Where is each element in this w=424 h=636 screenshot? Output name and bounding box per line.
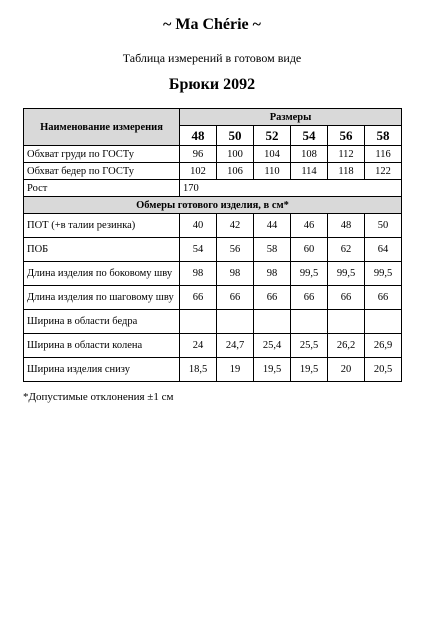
sizes-header: Размеры: [180, 109, 402, 126]
value-cell: 19,5: [254, 358, 291, 382]
section-header-row: [24, 197, 402, 214]
row-label: ПОТ (+в талии резинка): [24, 214, 180, 238]
value-cell: 40: [180, 214, 217, 238]
size-cell: 52: [254, 126, 291, 146]
size-cell: 50: [217, 126, 254, 146]
table-row: [24, 163, 402, 180]
value-cell: 58: [254, 238, 291, 262]
value-cell: 50: [365, 214, 402, 238]
value-cell: 62: [328, 238, 365, 262]
document-subtitle: Таблица измерений в готовом виде: [122, 51, 302, 65]
value-cell: 26,2: [328, 334, 365, 358]
table-header-row: [24, 109, 402, 126]
value-cell: 116: [365, 146, 402, 163]
value-cell: 118: [328, 163, 365, 180]
value-cell: 18,5: [180, 358, 217, 382]
value-cell: 46: [291, 214, 328, 238]
section-title: Обмеры готового изделия, в см*: [24, 197, 402, 214]
value-cell: 108: [291, 146, 328, 163]
value-cell: 100: [217, 146, 254, 163]
value-cell: 56: [217, 238, 254, 262]
value-cell: 19: [217, 358, 254, 382]
value-cell: 25,4: [254, 334, 291, 358]
value-cell: 64: [365, 238, 402, 262]
row-label: Ширина в области колена: [24, 334, 180, 358]
row-label: Длина изделия по боковому шву: [24, 262, 180, 286]
value-cell: 110: [254, 163, 291, 180]
value-cell: 102: [180, 163, 217, 180]
value-cell: 20: [328, 358, 365, 382]
table-row: [24, 286, 402, 310]
row-label: Рост: [24, 180, 180, 197]
value-cell: 48: [328, 214, 365, 238]
value-cell: 66: [180, 286, 217, 310]
value-cell: 99,5: [328, 262, 365, 286]
value-cell: 104: [254, 146, 291, 163]
value-cell: 24,7: [217, 334, 254, 358]
table-row: [24, 358, 402, 382]
size-cell: 54: [291, 126, 328, 146]
row-label: Ширина изделия снизу: [24, 358, 180, 382]
value-cell: 60: [291, 238, 328, 262]
value-cell: [217, 310, 254, 334]
value-cell: 44: [254, 214, 291, 238]
value-cell: 24: [180, 334, 217, 358]
measurements-table: [23, 108, 402, 382]
value-cell: [180, 310, 217, 334]
value-cell: 66: [254, 286, 291, 310]
value-cell: 112: [328, 146, 365, 163]
value-cell: 122: [365, 163, 402, 180]
brand-title: ~ Ma Chérie ~: [163, 16, 261, 33]
row-label: ПОБ: [24, 238, 180, 262]
value-cell: 26,9: [365, 334, 402, 358]
footnote: *Допустимые отклонения ±1 см: [23, 391, 174, 403]
value-cell: 96: [180, 146, 217, 163]
value-cell: 66: [291, 286, 328, 310]
table-row: [24, 238, 402, 262]
value-cell: 66: [328, 286, 365, 310]
value-cell: [365, 310, 402, 334]
table-row: [24, 310, 402, 334]
value-cell: [291, 310, 328, 334]
size-cell: 56: [328, 126, 365, 146]
row-label: Обхват бедер по ГОСТу: [24, 163, 180, 180]
row-label: Длина изделия по шаговому шву: [24, 286, 180, 310]
product-title: Брюки 2092: [168, 76, 256, 93]
row-label: Ширина в области бедра: [24, 310, 180, 334]
value-cell: 25,5: [291, 334, 328, 358]
height-row: [24, 180, 402, 197]
table-row: [24, 262, 402, 286]
value-cell: 19,5: [291, 358, 328, 382]
size-cell: 48: [180, 126, 217, 146]
table-row: [24, 334, 402, 358]
value-cell: 99,5: [365, 262, 402, 286]
value-cell: 66: [365, 286, 402, 310]
height-value: 170: [180, 180, 402, 197]
size-cell: 58: [365, 126, 402, 146]
value-cell: 54: [180, 238, 217, 262]
value-cell: 20,5: [365, 358, 402, 382]
name-column-header: Наименование измерения: [24, 109, 180, 146]
value-cell: 98: [180, 262, 217, 286]
row-label: Обхват груди по ГОСТу: [24, 146, 180, 163]
value-cell: [254, 310, 291, 334]
value-cell: 99,5: [291, 262, 328, 286]
table-row: [24, 214, 402, 238]
value-cell: 42: [217, 214, 254, 238]
value-cell: 98: [254, 262, 291, 286]
value-cell: 114: [291, 163, 328, 180]
value-cell: 98: [217, 262, 254, 286]
table-row: [24, 146, 402, 163]
value-cell: [328, 310, 365, 334]
value-cell: 106: [217, 163, 254, 180]
value-cell: 66: [217, 286, 254, 310]
